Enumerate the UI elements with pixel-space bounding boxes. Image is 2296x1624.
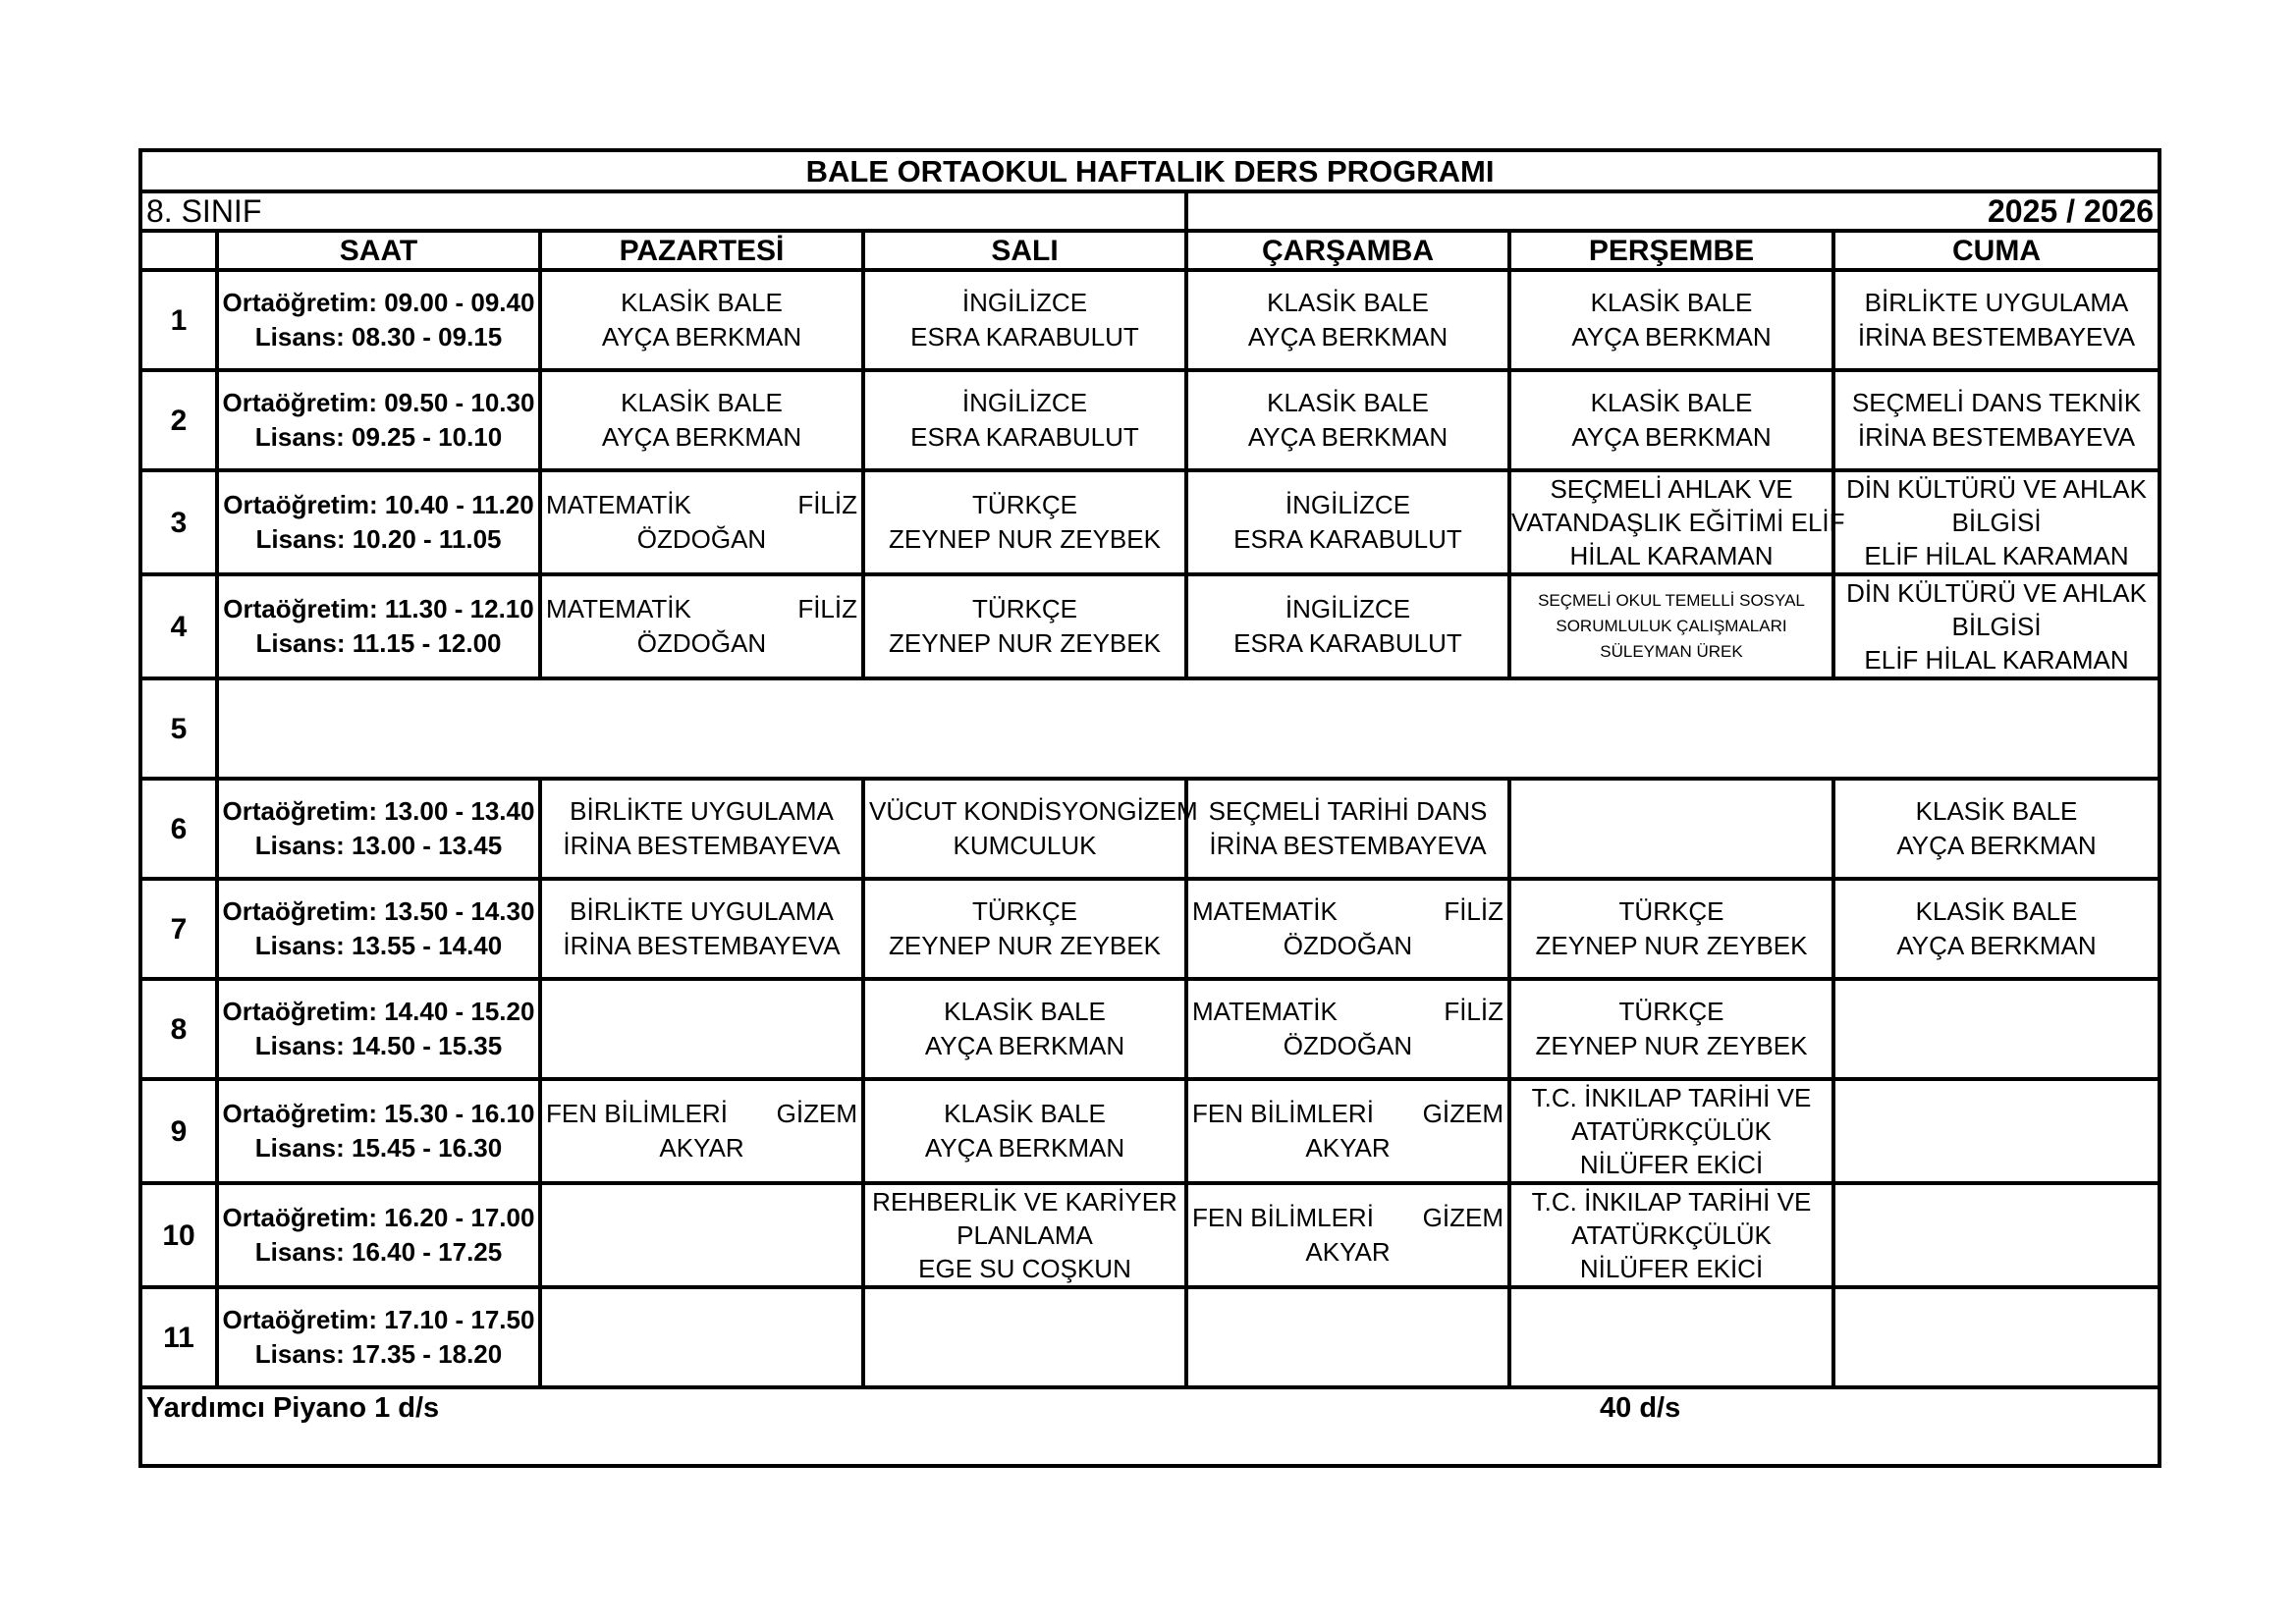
lesson-line: TÜRKÇE xyxy=(972,594,1077,623)
lesson-line: SEÇMELİ AHLAK VE xyxy=(1550,474,1793,504)
lesson-line: SEÇMELİ TARİHİ DANS xyxy=(1208,796,1488,826)
lesson-cell-sali xyxy=(863,1079,1186,1183)
lesson-cell-persembe xyxy=(1509,979,1833,1079)
lesson-line: ESRA KARABULUT xyxy=(1233,628,1462,658)
page-title: BALE ORTAOKUL HAFTALIK DERS PROGRAMI xyxy=(142,152,2158,191)
lesson-line: ATATÜRKÇÜLÜK xyxy=(1571,1116,1772,1146)
header-carsamba: ÇARŞAMBA xyxy=(1186,231,1509,270)
lesson-subject: MATEMATİK xyxy=(1192,997,1338,1026)
lesson-cell-cuma xyxy=(1833,979,2158,1079)
lesson-title-line xyxy=(1188,1201,1507,1235)
lesson-line: KLASİK BALE xyxy=(944,997,1106,1026)
lesson-title-line xyxy=(865,794,1198,829)
lesson-line: KLASİK BALE xyxy=(1267,388,1429,417)
lesson-line: ZEYNEP NUR ZEYBEK xyxy=(1535,931,1808,960)
lesson-title-line xyxy=(542,592,861,626)
time-slot xyxy=(217,879,540,979)
lesson-line: AYÇA BERKMAN xyxy=(601,422,802,452)
lesson-line: BİRLİKTE UYGULAMA xyxy=(570,796,834,826)
lesson-line: BİLGİSİ xyxy=(1951,508,2042,537)
lesson-line: ZEYNEP NUR ZEYBEK xyxy=(1535,1031,1808,1060)
lesson-cell-cuma xyxy=(1833,470,2158,574)
time-slot xyxy=(217,779,540,879)
lesson-line: TÜRKÇE xyxy=(972,896,1077,926)
lesson-cell-cuma xyxy=(1833,574,2158,678)
header-saat: SAAT xyxy=(217,231,540,270)
lesson-line: ZEYNEP NUR ZEYBEK xyxy=(889,628,1161,658)
teacher-firstname: FİLİZ xyxy=(797,490,857,519)
lesson-subject: FEN BİLİMLERİ xyxy=(546,1099,728,1128)
lesson-line: PLANLAMA xyxy=(957,1220,1093,1250)
row-number: 6 xyxy=(142,779,217,879)
lesson-cell-cuma xyxy=(1833,879,2158,979)
lesson-line: KLASİK BALE xyxy=(1915,796,2078,826)
row-number: 10 xyxy=(142,1183,217,1287)
lesson-cell-pazartesi xyxy=(540,1183,863,1287)
schedule-row xyxy=(142,370,2158,470)
lesson-line: İRİNA BESTEMBAYEVA xyxy=(1857,322,2136,352)
time-slot xyxy=(217,979,540,1079)
lesson-line: KLASİK BALE xyxy=(1590,388,1753,417)
lesson-line: T.C. İNKILAP TARİHİ VE xyxy=(1531,1187,1812,1217)
lesson-title-line xyxy=(542,488,861,522)
lesson-line: SÜLEYMAN ÜREK xyxy=(1600,642,1743,661)
lesson-line: BİRLİKTE UYGULAMA xyxy=(1864,288,2129,317)
lesson-line: ELİF HİLAL KARAMAN xyxy=(1864,541,2129,570)
lesson-line: AYÇA BERKMAN xyxy=(1896,931,2097,960)
time-ortaogretim: Ortaöğretim: 17.10 - 17.50 xyxy=(222,1305,535,1334)
lesson-line: BİLGİSİ xyxy=(1951,612,2042,641)
time-ortaogretim: Ortaöğretim: 10.40 - 11.20 xyxy=(223,490,534,519)
row-number: 4 xyxy=(142,574,217,678)
lesson-line: ZEYNEP NUR ZEYBEK xyxy=(889,524,1161,554)
break-row xyxy=(217,678,2158,779)
schedule-table xyxy=(142,152,2158,1468)
lesson-line: KLASİK BALE xyxy=(944,1099,1106,1128)
lesson-line: KLASİK BALE xyxy=(1915,896,2078,926)
lesson-title-line xyxy=(1188,1097,1507,1131)
schedule-row xyxy=(142,779,2158,879)
lesson-line: REHBERLİK VE KARİYER xyxy=(872,1187,1177,1217)
lesson-line: İRİNA BESTEMBAYEVA xyxy=(1209,831,1487,860)
row-number: 7 xyxy=(142,879,217,979)
lesson-title-line xyxy=(1188,894,1507,929)
lesson-line: İRİNA BESTEMBAYEVA xyxy=(563,831,841,860)
teacher-firstname: FİLİZ xyxy=(1444,896,1503,926)
lesson-cell-carsamba xyxy=(1186,1183,1509,1287)
time-slot xyxy=(217,1287,540,1387)
lesson-line: KUMCULUK xyxy=(953,831,1097,860)
footer-total: 40 d/s xyxy=(1600,1392,1681,1424)
lesson-line: İRİNA BESTEMBAYEVA xyxy=(1857,422,2136,452)
lesson-line: İRİNA BESTEMBAYEVA xyxy=(563,931,841,960)
class-label: 8. SINIF xyxy=(142,191,1186,231)
time-lisans: Lisans: 13.00 - 13.45 xyxy=(254,831,503,860)
lesson-line: TÜRKÇE xyxy=(972,490,1077,519)
lesson-cell-persembe xyxy=(1509,270,1833,370)
time-ortaogretim: Ortaöğretim: 13.50 - 14.30 xyxy=(222,896,535,926)
time-ortaogretim: Ortaöğretim: 15.30 - 16.10 xyxy=(222,1099,535,1128)
row-number: 5 xyxy=(142,678,217,779)
row-number: 1 xyxy=(142,270,217,370)
schedule-row xyxy=(142,979,2158,1079)
lesson-line: BİRLİKTE UYGULAMA xyxy=(570,896,834,926)
lesson-subject: VÜCUT KONDİSYON xyxy=(869,796,1118,826)
lesson-line: AKYAR xyxy=(1305,1133,1391,1163)
lesson-cell-pazartesi xyxy=(540,779,863,879)
time-slot xyxy=(217,1183,540,1287)
lesson-subject: MATEMATİK xyxy=(1192,896,1338,926)
teacher-firstname: FİLİZ xyxy=(1444,997,1503,1026)
lesson-line: ESRA KARABULUT xyxy=(1233,524,1462,554)
time-lisans: Lisans: 17.35 - 18.20 xyxy=(254,1339,503,1369)
lesson-cell-carsamba xyxy=(1186,470,1509,574)
header-persembe: PERŞEMBE xyxy=(1509,231,1833,270)
time-slot xyxy=(217,574,540,678)
lesson-cell-pazartesi xyxy=(540,979,863,1079)
time-lisans: Lisans: 09.25 - 10.10 xyxy=(254,422,503,452)
lesson-cell-cuma xyxy=(1833,1287,2158,1387)
lesson-cell-cuma xyxy=(1833,370,2158,470)
academic-year: 2025 / 2026 xyxy=(1186,191,2158,231)
lesson-line: İNGİLİZCE xyxy=(1285,490,1411,519)
lesson-title-line xyxy=(542,1097,861,1131)
lesson-line: NİLÜFER EKİCİ xyxy=(1579,1150,1764,1179)
lesson-line: AYÇA BERKMAN xyxy=(601,322,802,352)
lesson-line: ÖZDOĞAN xyxy=(1283,931,1413,960)
lesson-cell-sali xyxy=(863,574,1186,678)
time-slot xyxy=(217,1079,540,1183)
lesson-cell-carsamba xyxy=(1186,270,1509,370)
schedule-row xyxy=(142,1183,2158,1287)
time-lisans: Lisans: 16.40 - 17.25 xyxy=(254,1237,503,1267)
lesson-line: SEÇMELİ OKUL TEMELLİ SOSYAL xyxy=(1538,591,1805,610)
time-slot xyxy=(217,370,540,470)
lesson-line: KLASİK BALE xyxy=(1590,288,1753,317)
lesson-line: ESRA KARABULUT xyxy=(910,322,1139,352)
row-number: 11 xyxy=(142,1287,217,1387)
lesson-line: AYÇA BERKMAN xyxy=(1247,322,1449,352)
time-ortaogretim: Ortaöğretim: 14.40 - 15.20 xyxy=(222,997,535,1026)
lesson-line: ZEYNEP NUR ZEYBEK xyxy=(889,931,1161,960)
lesson-line: TÜRKÇE xyxy=(1618,997,1724,1026)
lesson-line: DİN KÜLTÜRÜ VE AHLAK xyxy=(1846,578,2147,608)
lesson-subject: MATEMATİK xyxy=(546,594,691,623)
schedule-row xyxy=(142,678,2158,779)
lesson-line: İNGİLİZCE xyxy=(1285,594,1411,623)
lesson-cell-sali xyxy=(863,1183,1186,1287)
time-lisans: Lisans: 13.55 - 14.40 xyxy=(254,931,503,960)
lesson-cell-carsamba xyxy=(1186,370,1509,470)
time-slot xyxy=(217,270,540,370)
lesson-cell-persembe xyxy=(1509,370,1833,470)
lesson-cell-pazartesi xyxy=(540,1287,863,1387)
schedule-row xyxy=(142,574,2158,678)
lesson-line: ELİF HİLAL KARAMAN xyxy=(1864,645,2129,675)
footer-row xyxy=(142,1387,2158,1466)
lesson-line: AKYAR xyxy=(659,1133,744,1163)
lesson-cell-sali xyxy=(863,270,1186,370)
header-pazartesi: PAZARTESİ xyxy=(540,231,863,270)
lesson-cell-persembe xyxy=(1509,1079,1833,1183)
time-ortaogretim: Ortaöğretim: 09.50 - 10.30 xyxy=(222,388,535,417)
lesson-cell-persembe xyxy=(1509,1287,1833,1387)
teacher-firstname: GİZEM xyxy=(1422,1099,1503,1128)
lesson-line: AYÇA BERKMAN xyxy=(1571,322,1772,352)
lesson-line: KLASİK BALE xyxy=(621,388,783,417)
lesson-line: KLASİK BALE xyxy=(621,288,783,317)
row-number: 9 xyxy=(142,1079,217,1183)
lesson-cell-sali xyxy=(863,979,1186,1079)
time-ortaogretim: Ortaöğretim: 09.00 - 09.40 xyxy=(222,288,535,317)
time-ortaogretim: Ortaöğretim: 13.00 - 13.40 xyxy=(222,796,535,826)
header-sali: SALI xyxy=(863,231,1186,270)
header-row xyxy=(142,231,2158,270)
lesson-line: ÖZDOĞAN xyxy=(636,628,767,658)
lesson-line: NİLÜFER EKİCİ xyxy=(1579,1254,1764,1283)
header-cuma: CUMA xyxy=(1833,231,2158,270)
schedule-row xyxy=(142,1079,2158,1183)
lesson-line: ÖZDOĞAN xyxy=(1283,1031,1413,1060)
lesson-line: EGE SU COŞKUN xyxy=(918,1254,1131,1283)
lesson-line: AYÇA BERKMAN xyxy=(1247,422,1449,452)
time-lisans: Lisans: 08.30 - 09.15 xyxy=(254,322,503,352)
lesson-line: SEÇMELİ DANS TEKNİK xyxy=(1851,388,2142,417)
lesson-line: DİN KÜLTÜRÜ VE AHLAK xyxy=(1846,474,2147,504)
header-corner xyxy=(142,231,217,270)
schedule-row xyxy=(142,470,2158,574)
lesson-cell-pazartesi xyxy=(540,470,863,574)
lesson-line: AYÇA BERKMAN xyxy=(1571,422,1772,452)
time-ortaogretim: Ortaöğretim: 16.20 - 17.00 xyxy=(222,1203,535,1232)
lesson-line: AYÇA BERKMAN xyxy=(924,1133,1125,1163)
lesson-cell-pazartesi xyxy=(540,879,863,979)
lesson-cell-sali xyxy=(863,779,1198,879)
lesson-line: AKYAR xyxy=(1305,1237,1391,1267)
time-lisans: Lisans: 14.50 - 15.35 xyxy=(254,1031,503,1060)
lesson-cell-cuma xyxy=(1833,1079,2158,1183)
lesson-cell-sali xyxy=(863,470,1186,574)
lesson-subject: MATEMATİK xyxy=(546,490,691,519)
time-lisans: Lisans: 15.45 - 16.30 xyxy=(254,1133,503,1163)
lesson-line: HİLAL KARAMAN xyxy=(1569,541,1774,570)
lesson-cell-cuma xyxy=(1833,270,2158,370)
time-lisans: Lisans: 11.15 - 12.00 xyxy=(255,628,502,658)
schedule-sheet xyxy=(138,148,2161,1468)
time-lisans: Lisans: 10.20 - 11.05 xyxy=(255,524,502,554)
teacher-firstname: GİZEM xyxy=(1422,1203,1503,1232)
lesson-cell-sali xyxy=(863,1287,1186,1387)
footer-note: Yardımcı Piyano 1 d/s xyxy=(146,1392,440,1424)
lesson-cell-persembe xyxy=(1509,1183,1833,1287)
lesson-cell-pazartesi xyxy=(540,1079,863,1183)
lesson-line: SORUMLULUK ÇALIŞMALARI xyxy=(1556,617,1787,635)
lesson-cell-carsamba xyxy=(1186,1287,1509,1387)
lesson-cell-cuma xyxy=(1833,779,2158,879)
lesson-cell-carsamba xyxy=(1186,979,1509,1079)
lesson-cell-sali xyxy=(863,370,1186,470)
lesson-line: ESRA KARABULUT xyxy=(910,422,1139,452)
lesson-line: TÜRKÇE xyxy=(1618,896,1724,926)
lesson-cell-persembe xyxy=(1509,879,1833,979)
lesson-line: ÖZDOĞAN xyxy=(636,524,767,554)
lesson-cell-sali xyxy=(863,879,1186,979)
teacher-firstname: FİLİZ xyxy=(797,594,857,623)
lesson-cell-pazartesi xyxy=(540,574,863,678)
teacher-firstname: GİZEM xyxy=(776,1099,857,1128)
lesson-cell-pazartesi xyxy=(540,270,863,370)
lesson-line: ATATÜRKÇÜLÜK xyxy=(1571,1220,1772,1250)
schedule-row xyxy=(142,879,2158,979)
lesson-line: AYÇA BERKMAN xyxy=(1896,831,2097,860)
lesson-cell-persembe xyxy=(1509,574,1833,678)
lesson-cell-persembe xyxy=(1509,470,1845,574)
row-number: 3 xyxy=(142,470,217,574)
lesson-cell-carsamba xyxy=(1186,879,1509,979)
time-slot xyxy=(217,470,540,574)
time-ortaogretim: Ortaöğretim: 11.30 - 12.10 xyxy=(223,594,534,623)
lesson-title-line xyxy=(1188,995,1507,1029)
lesson-subject: FEN BİLİMLERİ xyxy=(1192,1099,1374,1128)
lesson-line: İNGİLİZCE xyxy=(961,288,1088,317)
lesson-cell-carsamba xyxy=(1186,779,1509,879)
row-number: 2 xyxy=(142,370,217,470)
schedule-row xyxy=(142,1287,2158,1387)
lesson-line: İNGİLİZCE xyxy=(961,388,1088,417)
schedule-row xyxy=(142,270,2158,370)
lesson-line: KLASİK BALE xyxy=(1267,288,1429,317)
teacher-firstname: GİZEM xyxy=(1117,796,1198,826)
row-number: 8 xyxy=(142,979,217,1079)
lesson-subject: FEN BİLİMLERİ xyxy=(1192,1203,1374,1232)
lesson-line: VATANDAŞLIK EĞİTİMİ ELİF xyxy=(1511,508,1845,537)
lesson-cell-pazartesi xyxy=(540,370,863,470)
lesson-cell-carsamba xyxy=(1186,1079,1509,1183)
lesson-cell-carsamba xyxy=(1186,574,1509,678)
lesson-line: AYÇA BERKMAN xyxy=(924,1031,1125,1060)
lesson-line: T.C. İNKILAP TARİHİ VE xyxy=(1531,1083,1812,1112)
lesson-cell-cuma xyxy=(1833,1183,2158,1287)
lesson-cell-persembe xyxy=(1509,779,1833,879)
